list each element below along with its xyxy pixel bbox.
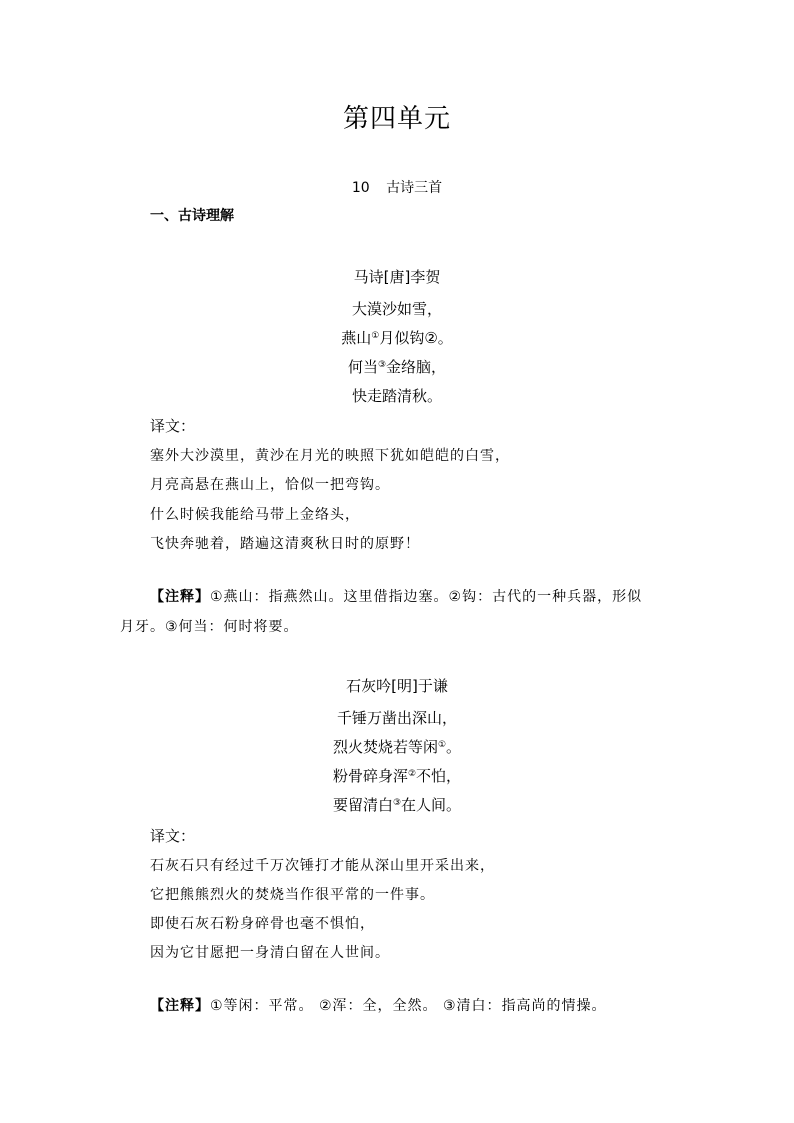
lesson-number: 10 — [351, 180, 370, 196]
translation-line: 它把熊熊烈火的焚烧当作很平常的一件事。 — [150, 887, 435, 903]
translation-line: 石灰石只有经过千万次锤打才能从深山里开采出来， — [150, 858, 495, 874]
poem-title: 石灰吟[明]于谦 — [346, 677, 448, 695]
poem-line: 要留清白③在人间。 — [332, 796, 462, 814]
note-line: 【注释】①等闲：平常。 ②浑：全，全然。 ③清白：指高尚的情操。 — [150, 998, 607, 1014]
poem-line: 大漠沙如雪， — [351, 300, 442, 318]
lesson-title: 古诗三首 — [386, 180, 443, 196]
poem-title: 马诗[唐]李贺 — [353, 268, 441, 286]
section-heading: 一、古诗理解 — [150, 208, 234, 224]
footnote-mark: ③ — [377, 360, 387, 370]
translation-label: 译文： — [150, 417, 196, 435]
poem-line: 粉骨碎身浑②不怕， — [332, 767, 462, 785]
unit-title: 第四单元 — [342, 104, 451, 134]
translation-line: 因为它甘愿把一身清白留在人世间。 — [150, 945, 390, 961]
poem-line: 燕山①月似钩②。 — [341, 329, 453, 347]
translation-line: 飞快奔驰着，踏遍这清爽秋日时的原野！ — [150, 536, 420, 552]
translation-line: 塞外大沙漠里，黄沙在月光的映照下犹如皑皑的白雪， — [150, 448, 510, 464]
footnote-mark: ① — [437, 740, 447, 750]
poem-line: 何当③金络脑， — [347, 358, 447, 376]
footnote-mark: ① — [371, 331, 380, 341]
translation-line: 什么时候我能给马带上金络头， — [150, 507, 360, 523]
translation-line: 月亮高悬在燕山上，恰似一把弯钩。 — [150, 477, 390, 493]
translation-line: 即使石灰石粉身碎骨也毫不惧怕， — [150, 916, 375, 932]
note-label: 【注释】 — [150, 998, 210, 1014]
poem-line: 烈火焚烧若等闲①。 — [332, 738, 462, 756]
footnote-mark: ③ — [392, 798, 402, 808]
poem-line: 千锤万凿出深山， — [336, 709, 457, 727]
poem-line: 快走踏清秋。 — [351, 387, 442, 405]
lesson-heading — [0, 177, 794, 197]
translation-label: 译文： — [150, 827, 196, 845]
note-label: 【注释】 — [150, 589, 210, 605]
note-line: 月牙。③何当：何时将要。 — [120, 619, 299, 635]
footnote-mark: ② — [407, 769, 417, 779]
note-line: 【注释】①燕山：指燕然山。这里借指边塞。②钩：古代的一种兵器，形似 — [150, 589, 643, 605]
